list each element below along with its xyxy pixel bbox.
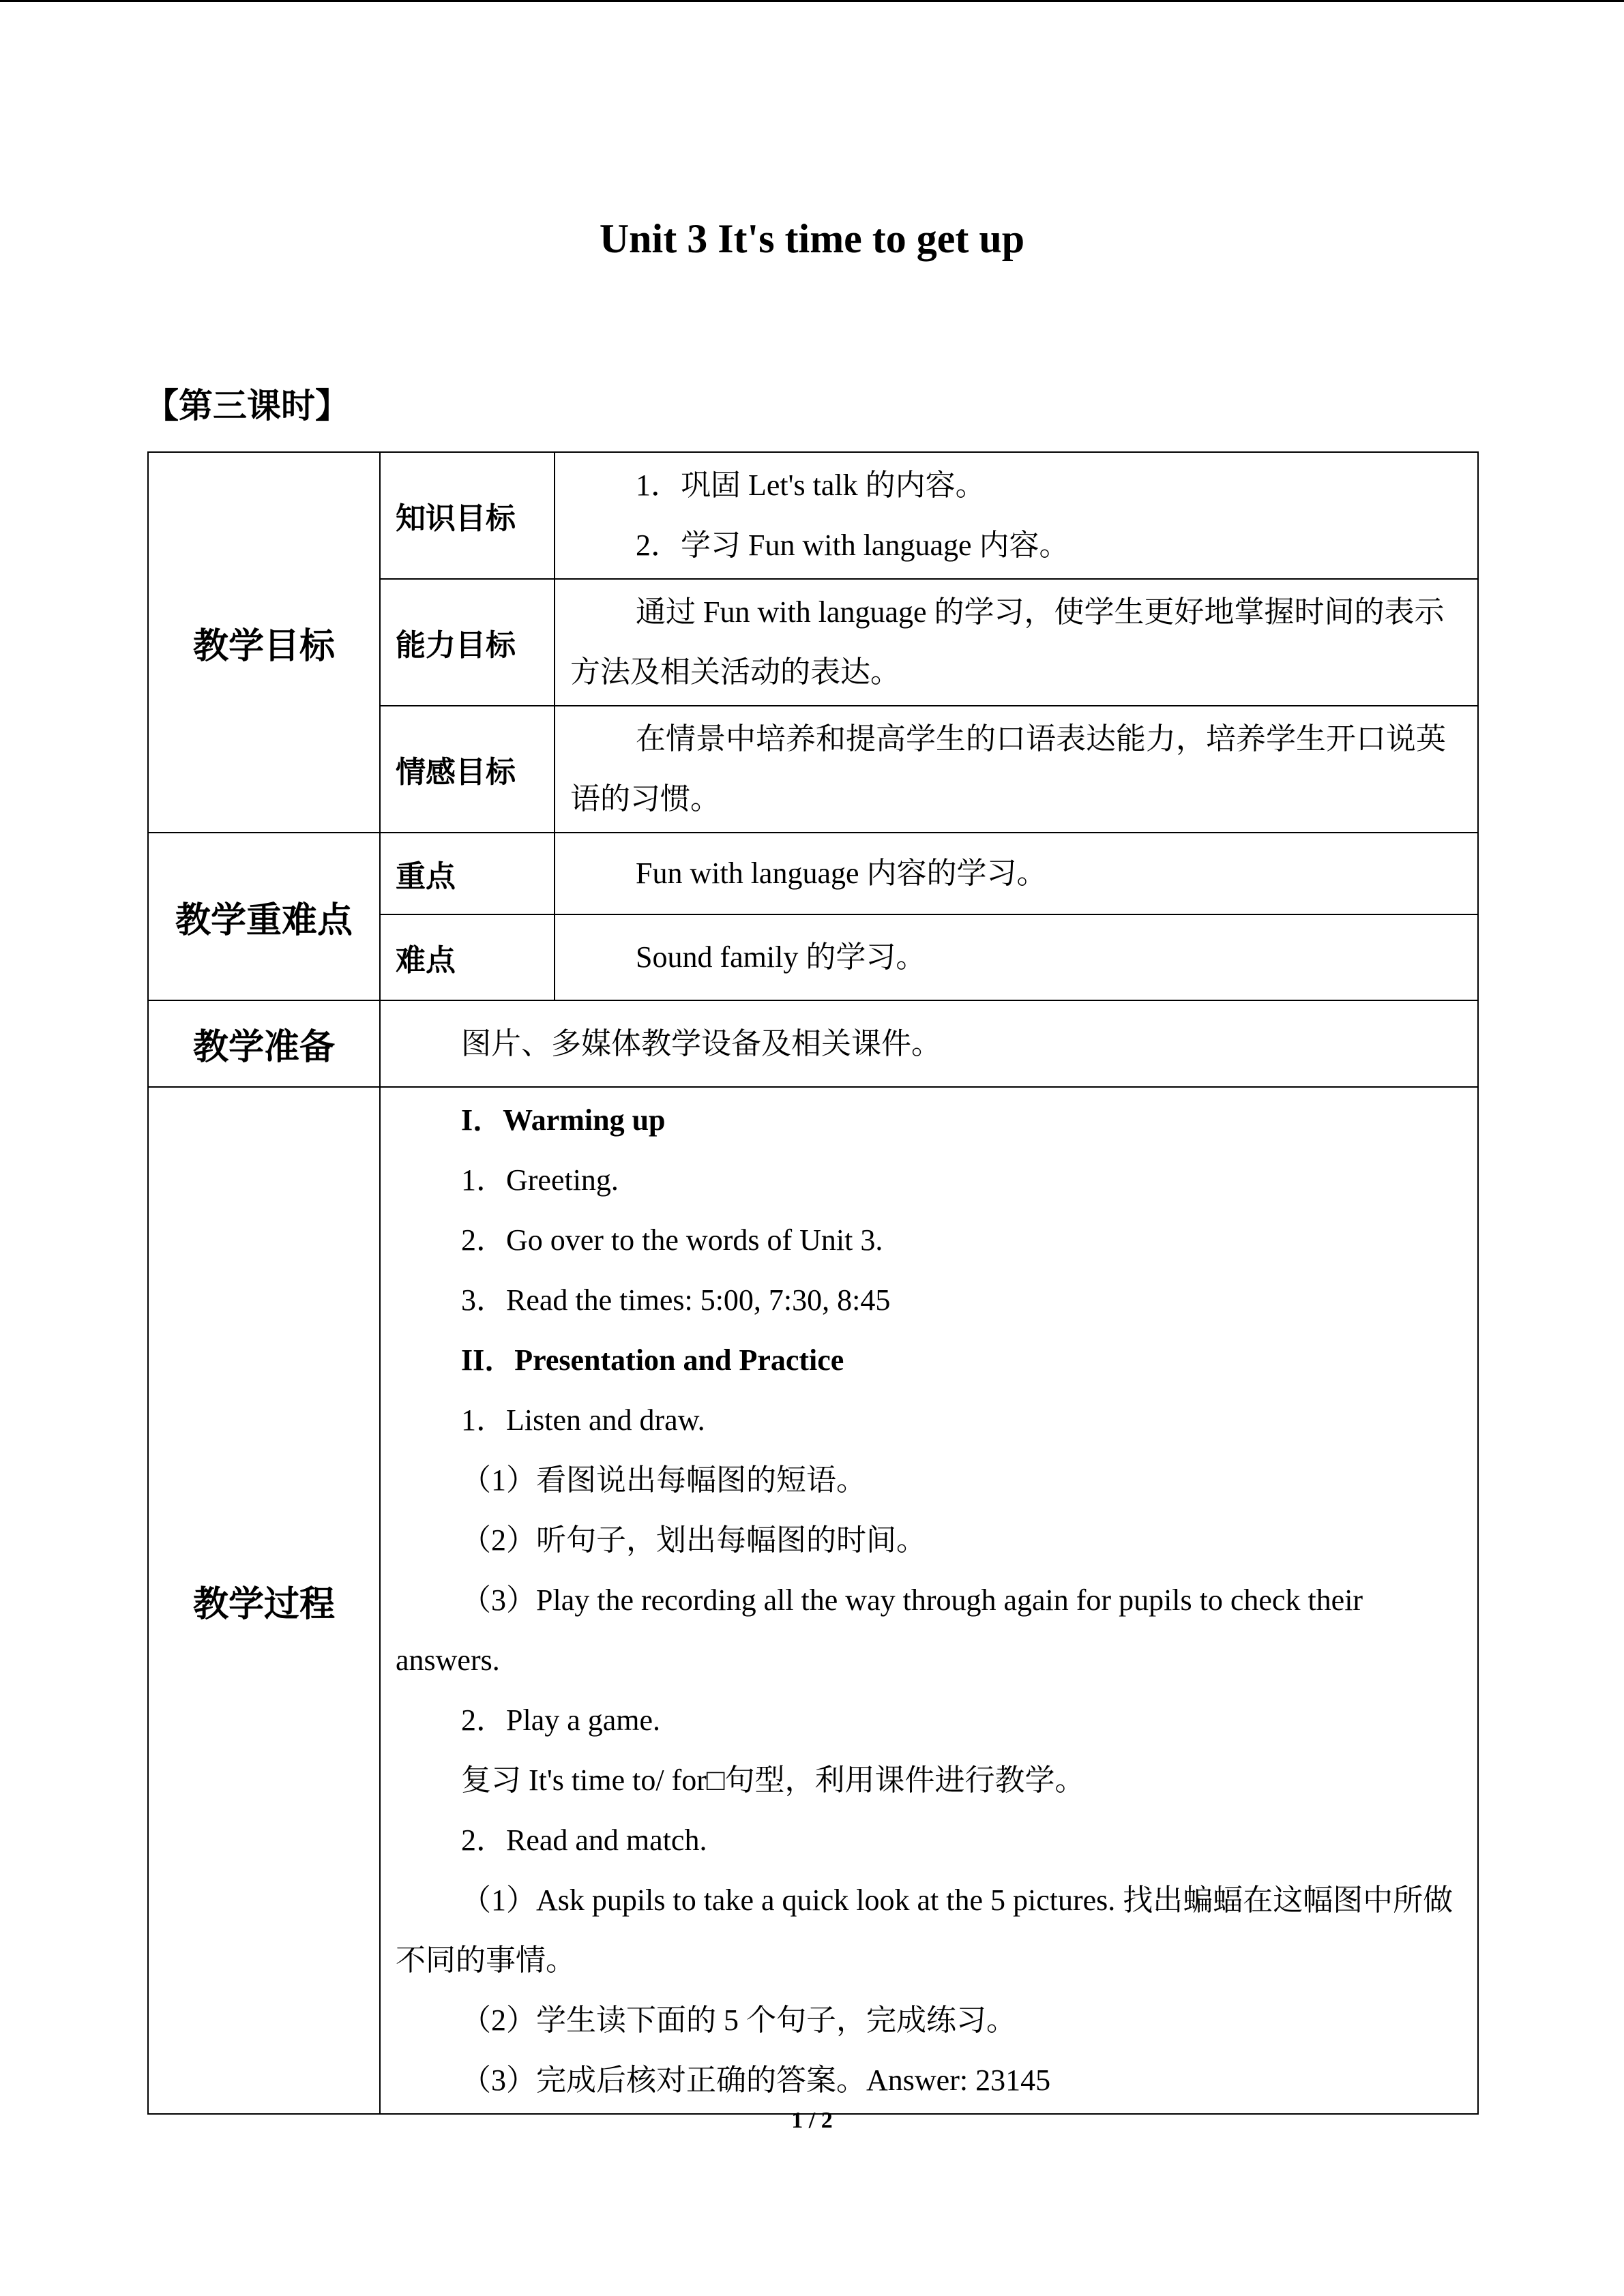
top-border-line — [0, 0, 1624, 2]
process-line: 1．Listen and draw. — [461, 1403, 705, 1437]
process-label: 教学过程 — [148, 1087, 380, 2114]
knowledge-content — [555, 452, 1478, 579]
focus-label: 重点 — [380, 833, 555, 914]
focus-content — [555, 833, 1478, 914]
process-line: （3）Play the recording all the way through again for pupils to check their answers. — [396, 1583, 1363, 1677]
row-focus — [148, 833, 1478, 914]
emotion-label: 情感目标 — [380, 706, 555, 833]
emotion-content — [555, 706, 1478, 833]
process-content — [380, 1087, 1478, 2114]
lesson-plan-table — [147, 451, 1479, 2115]
knowledge-line: 2．学习 Fun with language 内容。 — [636, 528, 1069, 562]
preparation-label: 教学准备 — [148, 1000, 380, 1087]
process-line: 2．Play a game. — [461, 1703, 661, 1737]
ability-text: 通过 Fun with language 的学习，使学生更好地掌握时间的表示方法及相关活动的表达。 — [570, 595, 1445, 689]
key-points-label: 教学重难点 — [148, 833, 380, 1000]
difficulty-label: 难点 — [380, 914, 555, 1000]
process-line: 复习 It's time to/ for□句型，利用课件进行教学。 — [461, 1763, 1085, 1797]
process-line: （1）Ask pupils to take a quick look at the 5 pictures. 找出蝙蝠在这幅图中所做不同的事情。 — [396, 1883, 1453, 1977]
row-knowledge — [148, 452, 1478, 579]
focus-text: Fun with language 内容的学习。 — [636, 856, 1047, 890]
difficulty-content — [555, 914, 1478, 1000]
section-label: 【第三课时】 — [145, 386, 349, 426]
knowledge-label: 知识目标 — [380, 452, 555, 579]
page-number: 1 / 2 — [791, 2108, 833, 2133]
process-heading-warming-up: I．Warming up — [461, 1103, 666, 1137]
process-line: （2）听句子，划出每幅图的时间。 — [461, 1523, 926, 1557]
objectives-label: 教学目标 — [148, 452, 380, 833]
process-line: （3）完成后核对正确的答案。Answer: 23145 — [461, 2063, 1051, 2097]
process-line: （2）学生读下面的 5 个句子，完成练习。 — [461, 2003, 1016, 2037]
process-line: 2．Go over to the words of Unit 3. — [461, 1223, 883, 1257]
knowledge-line: 1．巩固 Let's talk 的内容。 — [636, 468, 986, 502]
process-line: 3．Read the times: 5:00, 7:30, 8:45 — [461, 1283, 891, 1317]
preparation-content — [380, 1000, 1478, 1087]
preparation-text: 图片、多媒体教学设备及相关课件。 — [461, 1026, 941, 1060]
process-heading-presentation: II．Presentation and Practice — [461, 1343, 844, 1377]
ability-content — [555, 579, 1478, 706]
row-preparation — [148, 1000, 1478, 1087]
row-process — [148, 1087, 1478, 2114]
process-line: （1）看图说出每幅图的短语。 — [461, 1463, 866, 1497]
difficulty-text: Sound family 的学习。 — [636, 940, 926, 974]
page-title: Unit 3 It's time to get up — [599, 216, 1025, 261]
process-line: 2．Read and match. — [461, 1823, 707, 1857]
emotion-text: 在情景中培养和提高学生的口语表达能力，培养学生开口说英语的习惯。 — [570, 722, 1446, 816]
ability-label: 能力目标 — [380, 579, 555, 706]
process-line: 1．Greeting. — [461, 1163, 619, 1197]
